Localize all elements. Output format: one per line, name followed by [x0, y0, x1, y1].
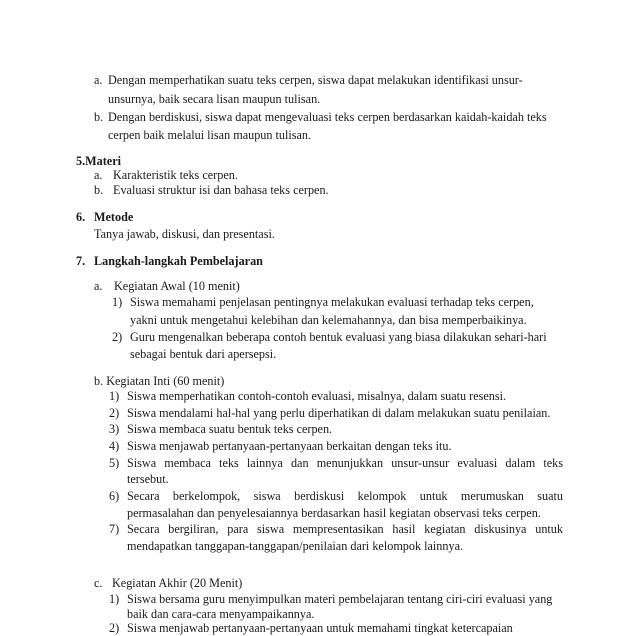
materi-item-a: Karakteristik teks cerpen. — [113, 168, 238, 182]
materi-item-b: Evaluasi struktur isi dan bahasa teks cerpen. — [113, 183, 329, 197]
inti-item-1-number: 1) — [109, 389, 120, 403]
akhir-item-1-line-1: Siswa bersama guru menyimpulkan materi pembelajaran tentang ciri-ciri evaluasi yang — [127, 592, 553, 606]
inti-item-6-line-2: permasalahan dan penyelesaiannya berdasarkan hasil kegiatan observasi teks cerpen. — [127, 506, 541, 520]
akhir-item-1-line-2: baik dan cara-cara menyampaikannya. — [127, 607, 315, 621]
inti-item-7-line-2: mendapatkan tanggapan-tanggapan/penilaian dari kelompok lainnya. — [127, 539, 464, 553]
metode-title: Metode — [94, 210, 134, 224]
awal-item-1-line-2: yakni untuk mengetahui kelebihan dan kelemahannya, dan bisa memperbaikinya. — [130, 313, 527, 327]
langkah-number: 7. — [76, 254, 86, 268]
inti-item-1: Siswa memperhatikan contoh-contoh evaluasi, misalnya, dalam suatu resensi. — [127, 389, 507, 403]
awal-item-2-number: 2) — [112, 330, 123, 344]
objective-a-line-1: Dengan memperhatikan suatu teks cerpen, siswa dapat melakukan identifikasi unsur- — [108, 73, 523, 87]
inti-item-4: Siswa menjawab pertanyaan-pertanyaan berkaitan dengan teks itu. — [127, 439, 452, 453]
awal-item-1-number: 1) — [112, 295, 123, 309]
kegiatan-awal-title: Kegiatan Awal (10 menit) — [114, 279, 240, 293]
awal-item-2-line-2: sebagai bentuk dari apersepsi. — [130, 347, 277, 361]
objective-b-marker: b. — [94, 110, 104, 124]
materi-heading: 5.Materi — [76, 154, 122, 168]
langkah-title: Langkah-langkah Pembelajaran — [94, 254, 263, 268]
inti-item-6-line-1: Secara berkelompok, siswa berdiskusi kelompok untuk merumuskan suatu — [127, 489, 563, 503]
kegiatan-awal-marker: a. — [94, 279, 103, 293]
inti-item-2: Siswa mendalami hal-hal yang perlu diperhatikan di dalam melakukan suatu penilaian. — [127, 406, 551, 420]
akhir-item-2-number: 2) — [109, 621, 120, 635]
kegiatan-inti-title: b. Kegiatan Inti (60 menit) — [94, 374, 225, 388]
objective-b-line-1: Dengan berdiskusi, siswa dapat mengevaluasi teks cerpen berdasarkan kaidah-kaidah teks — [108, 110, 547, 124]
inti-item-5-line-2: tersebut. — [127, 472, 169, 486]
metode-number: 6. — [76, 210, 86, 224]
inti-item-4-number: 4) — [109, 439, 120, 453]
inti-item-5-line-1: Siswa membaca teks lainnya dan menunjukkan unsur-unsur evaluasi dalam teks — [127, 456, 563, 470]
materi-item-a-marker: a. — [94, 168, 103, 182]
kegiatan-akhir-marker: c. — [94, 576, 103, 590]
inti-item-7-number: 7) — [109, 522, 120, 536]
awal-item-1-line-1: Siswa memahami penjelasan pentingnya melakukan evaluasi terhadap teks cerpen, — [130, 295, 534, 309]
inti-item-5-number: 5) — [109, 456, 120, 470]
akhir-item-2-line-1: Siswa menjawab pertanyaan-pertanyaan untuk memahami tingkat ketercapaian — [127, 621, 513, 635]
materi-item-b-marker: b. — [94, 183, 104, 197]
objective-a-marker: a. — [94, 73, 103, 87]
akhir-item-1-number: 1) — [109, 592, 120, 606]
objective-b-line-2: cerpen baik melalui lisan maupun tulisan. — [108, 128, 312, 142]
inti-item-3-number: 3) — [109, 422, 120, 436]
inti-item-2-number: 2) — [109, 406, 120, 420]
metode-text: Tanya jawab, diskusi, dan presentasi. — [94, 227, 275, 241]
inti-item-3: Siswa membaca suatu bentuk teks cerpen. — [127, 422, 333, 436]
inti-item-7-line-1: Secara bergiliran, para siswa mempresentasikan hasil kegiatan diskusinya untuk — [127, 522, 563, 536]
kegiatan-akhir-title: Kegiatan Akhir (20 Menit) — [112, 576, 243, 590]
awal-item-2-line-1: Guru mengenalkan beberapa contoh bentuk evaluasi yang biasa dilakukan sehari-hari — [130, 330, 547, 344]
inti-item-6-number: 6) — [109, 489, 120, 503]
objective-a-line-2: unsurnya, baik secara lisan maupun tulisan. — [108, 92, 321, 106]
